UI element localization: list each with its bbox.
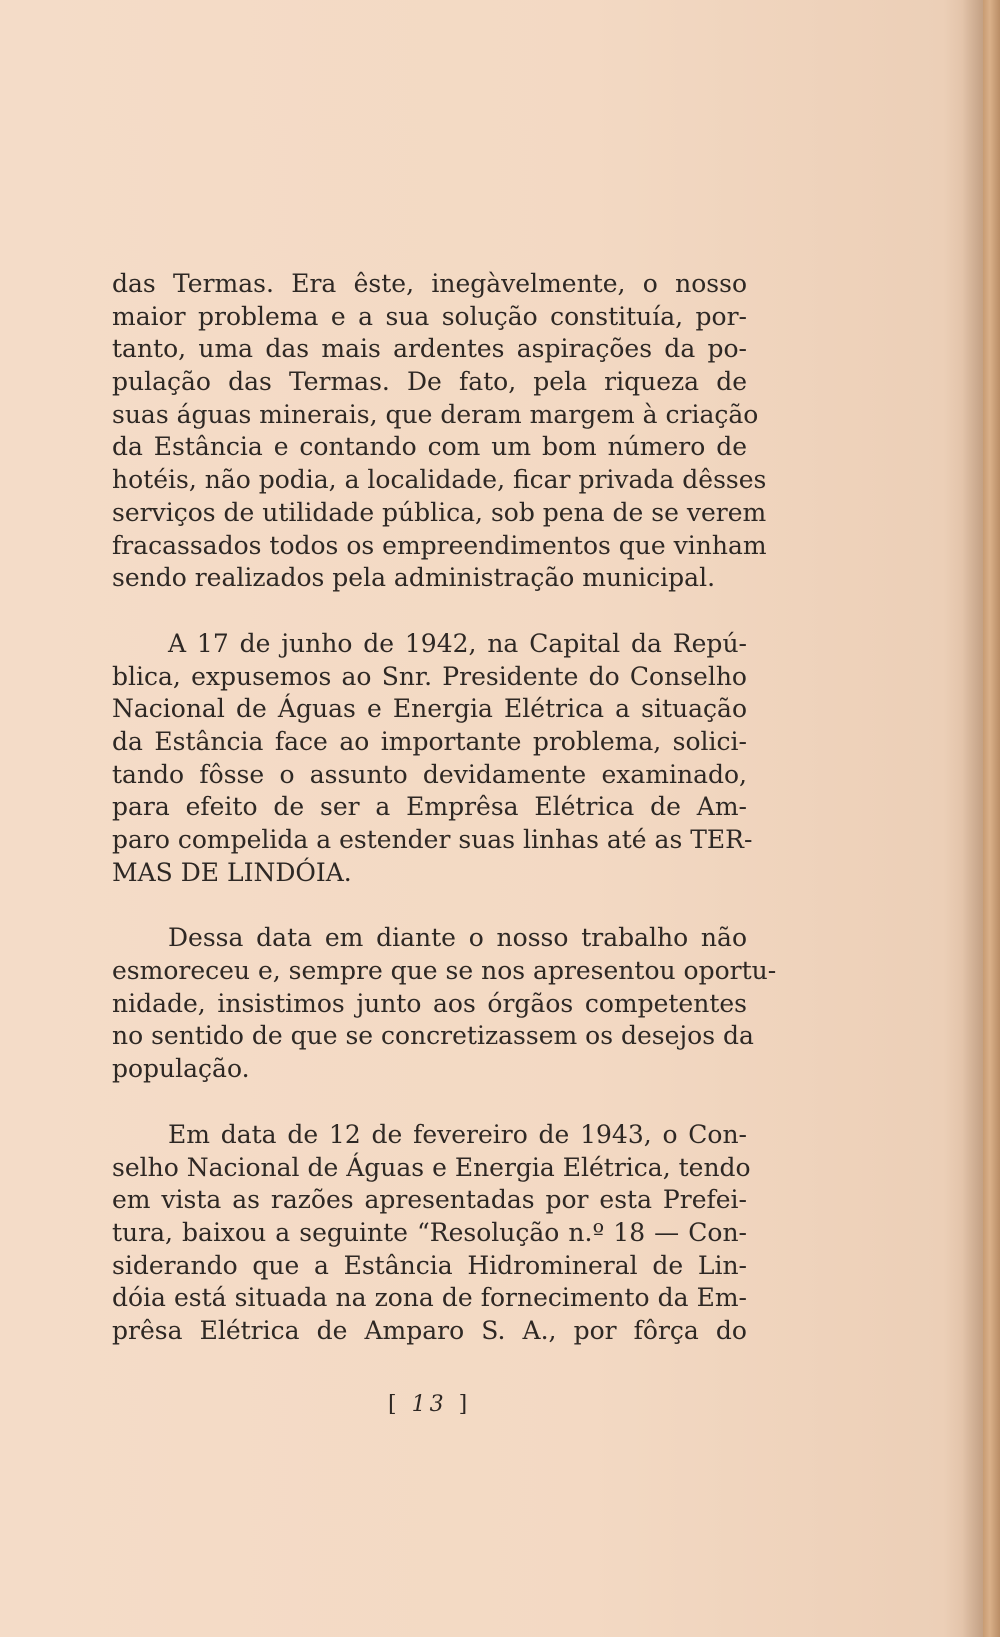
body-text <box>112 268 777 1381</box>
text-line: Dessa data em diante o nosso trabalho não <box>168 923 747 953</box>
text-line: no sentido de que se concretizassem os desejos da <box>112 1021 754 1051</box>
text-line: paro compelida a estender suas linhas até as TER- <box>112 825 753 854</box>
text-line: blica, expusemos ao Snr. Presidente do Conselho <box>112 661 747 691</box>
text-line: serviços de utilidade pública, sob pena de se verem <box>112 497 767 527</box>
paragraph-1 <box>112 268 767 595</box>
text-line: esmoreceu e, sempre que se nos apresentou oportu- <box>112 956 777 986</box>
text-line: A 17 de junho de 1942, na Capital da Repú- <box>168 628 747 658</box>
text-line: tanto, uma das mais ardentes aspirações da po- <box>112 334 747 364</box>
text-line: em vista as razões apresentadas por esta Prefei- <box>112 1185 747 1215</box>
text-line: tura, baixou a seguinte “Resolução n.º 18 — Con- <box>112 1217 747 1247</box>
text-line: selho Nacional de Águas e Energia Elétrica, tendo <box>112 1152 751 1182</box>
page-number <box>388 1392 471 1417</box>
text-line: da Estância e contando com um bom número de <box>112 432 747 462</box>
text-line: população. <box>112 1054 250 1084</box>
text-line: hotéis, não podia, a localidade, ficar privada dêsses <box>112 465 767 495</box>
text-line: Nacional de Águas e Energia Elétrica a situação <box>112 694 747 724</box>
paragraph-4 <box>112 1119 751 1348</box>
page-number-open-bracket: [ <box>388 1392 401 1417</box>
text-line: tando fôsse o assunto devidamente examinado, <box>112 759 747 789</box>
text-line: siderando que a Estância Hidromineral de Lin- <box>112 1250 747 1280</box>
text-line: sendo realizados pela administração municipal. <box>112 563 716 593</box>
text-line: maior problema e a sua solução constituía, por- <box>112 301 747 331</box>
text-line: fracassados todos os empreendimentos que vinham <box>112 530 767 560</box>
text-line: Em data de 12 de fevereiro de 1943, o Con- <box>168 1119 747 1149</box>
text-line: prêsa Elétrica de Amparo S. A., por fôrça do <box>112 1315 747 1345</box>
text-line: dóia está situada na zona de fornecimento da Em- <box>112 1283 747 1313</box>
text-line: nidade, insistimos junto aos órgãos competentes <box>112 988 747 1018</box>
paragraph-2 <box>112 628 753 890</box>
text-line: suas águas minerais, que deram margem à criação <box>112 399 759 429</box>
text-line: para efeito de ser a Emprêsa Elétrica de Am- <box>112 792 747 822</box>
page-number-value: 13 <box>411 1392 448 1417</box>
text-line: das Termas. Era êste, inegàvelmente, o nosso <box>112 269 747 298</box>
text-line: pulação das Termas. De fato, pela riqueza de <box>112 367 747 397</box>
book-page-edge <box>983 0 1000 1637</box>
text-line: MAS DE LINDÓIA. <box>112 857 352 887</box>
page-gutter-shadow <box>962 0 983 1637</box>
paragraph-3 <box>112 922 777 1085</box>
text-line: da Estância face ao importante problema, solici- <box>112 726 747 756</box>
page-number-close-bracket: ] <box>458 1392 472 1417</box>
